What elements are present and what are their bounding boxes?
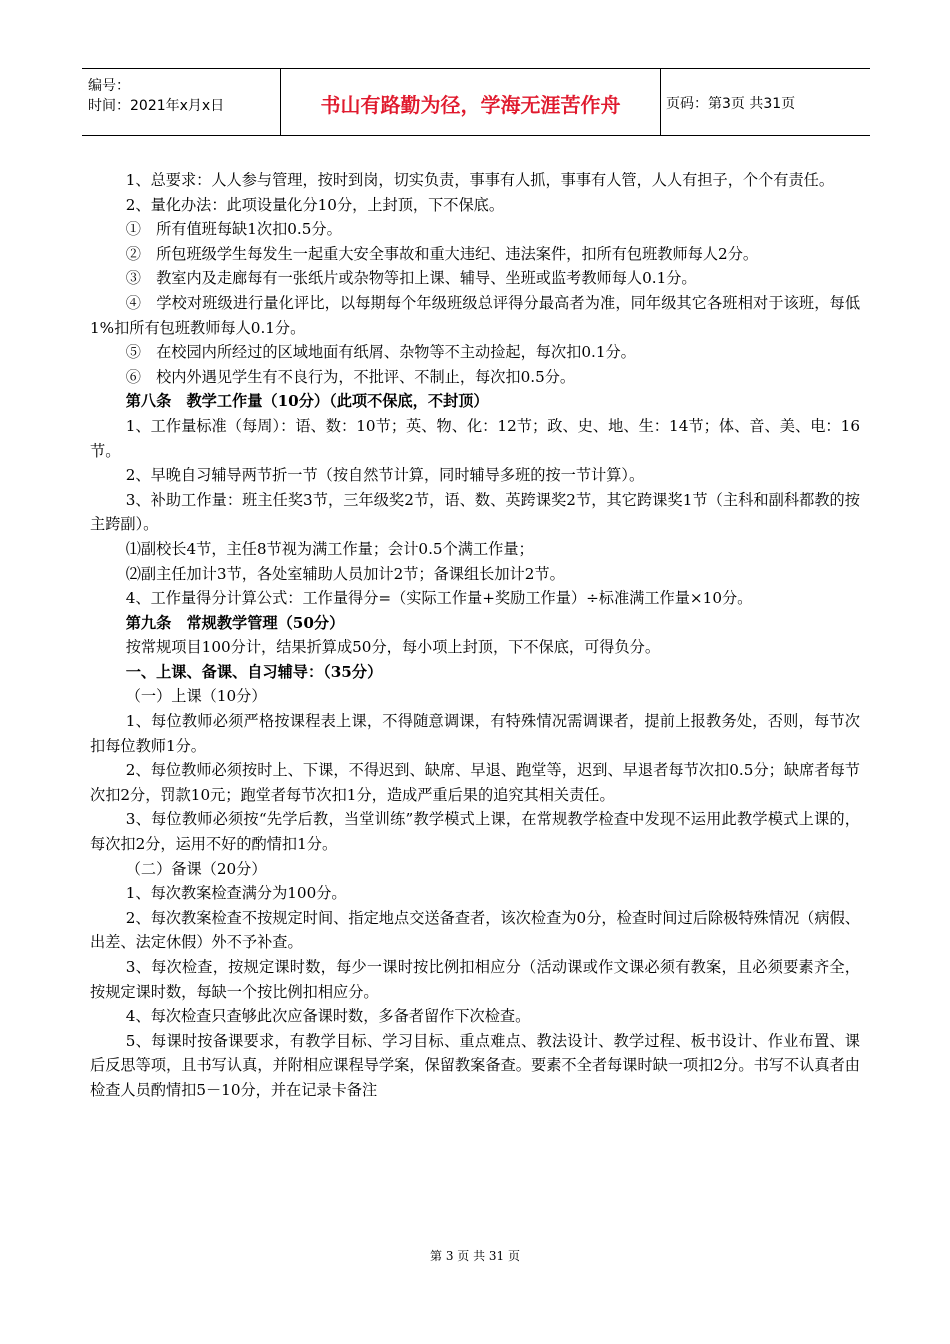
paragraph-formula: 4、工作量得分计算公式：工作量得分=（实际工作量+奖励工作量）÷标准满工作量×10分。 <box>125 589 753 608</box>
list-item: ⑤ 在校园内所经过的区域地面有纸屑、杂物等不主动捡起，每次扣0.1分。 <box>125 343 636 362</box>
list-item: ② 所包班级学生每发生一起重大安全事故和重大违纪、违法案件，扣所有包班教师每人2分。 <box>125 244 759 263</box>
paragraph: 1、工作量标准（每周）：语、数：10节；英、物、化：12节；政、史、地、生：14节；体、音、美、电：16节。 <box>90 416 860 460</box>
paragraph: 3、补助工作量：班主任奖3节，三年级奖2节，语、数、英跨课奖2节，其它跨课奖1节（主科和副科都教的按主跨副）。 <box>90 490 860 534</box>
paragraph: 2、每次教案检查不按规定时间、指定地点交送备查者，该次检查为0分，检查时间过后除极特殊情况（病假、出差、法定休假）外不予补查。 <box>90 908 860 952</box>
list-item: ⑴副校长4节，主任8节视为满工作量；会计0.5个满工作量； <box>125 539 534 558</box>
paragraph-general-requirement: 1、总要求：人人参与管理，按时到岗，切实负责，事事有人抓，事事有人管，人人有担子，个个有责任。 <box>125 171 835 189</box>
header-page-label: 页码：第3页 共31页 <box>666 96 796 112</box>
paragraph: 2、早晚自习辅导两节折一节（按自然节计算，同时辅导多班的按一节计算）。 <box>125 466 645 485</box>
list-item: ⑵副主任加计3节，各处室辅助人员加计2节；备课组长加计2节。 <box>125 564 565 583</box>
paragraph: 4、每次检查只查够此次应备课时数，多备者留作下次检查。 <box>125 1007 531 1026</box>
list-item: ① 所有值班每缺1次扣0.5分。 <box>125 220 342 239</box>
header-info-cell <box>82 69 281 135</box>
document-body <box>90 168 860 1103</box>
page-footer: 第 3 页 共 31 页 <box>430 1249 520 1263</box>
page-header <box>82 68 870 136</box>
paragraph-quantification: 2、量化办法：此项设量化分10分，上封顶，下不保底。 <box>125 195 505 214</box>
list-item: ⑥ 校内外遇见学生有不良行为，不批评、不制止，每次扣0.5分。 <box>125 367 576 386</box>
header-motto: 书山有路勤为径，学海无涯苦作舟 <box>320 93 621 117</box>
header-motto-cell <box>281 69 661 135</box>
paragraph: 3、每位教师必须按“先学后教，当堂训练”教学模式上课，在常规教学检查中发现不运用此教学模式上课的，每次扣2分，运用不好的酌情扣1分。 <box>90 810 860 854</box>
subsection-heading-class: （一）上课（10分） <box>125 687 267 706</box>
paragraph: 1、每次教案检查满分为100分。 <box>125 884 347 903</box>
section-heading-article-9: 第九条 常规教学管理（50分） <box>125 613 345 632</box>
paragraph: 3、每次检查，按规定课时数，每少一课时按比例扣相应分（活动课或作文课必须有教案，且必须要素齐全，按规定课时数，每缺一个按比例扣相应分。 <box>90 958 860 1001</box>
paragraph: 1、每位教师必须严格按课程表上课，不得随意调课，有特殊情况需调课者，提前上报教务处，否则，每节次扣每位教师1分。 <box>90 712 860 755</box>
list-item: ③ 教室内及走廊每有一张纸片或杂物等扣上课、辅导、坐班或监考教师每人0.1分。 <box>125 269 697 288</box>
section-heading-article-8: 第八条 教学工作量（10分）（此项不保底，不封顶） <box>125 392 489 411</box>
paragraph: 5、每课时按备课要求，有教学目标、学习目标、重点难点、教法设计、教学过程、板书设计、作业布置、课后反思等项，且书写认真，并附相应课程导学案，保留教案备查。要素不全者每课时缺一项扣2分。书写不认真者由检查人员酌情扣5－10分，并在记录卡备注 <box>90 1031 860 1099</box>
paragraph: 2、每位教师必须按时上、下课，不得迟到、缺席、早退、跑堂等，迟到、早退者每节次扣0.5分；缺席者每节次扣2分，罚款10元；跑堂者每节次扣1分，造成严重后果的追究其相关责任。 <box>90 761 860 804</box>
document-number-label: 编号： <box>88 78 130 94</box>
document-date-label: 时间：2021年x月x日 <box>88 98 225 114</box>
subsection-heading: 一、上课、备课、自习辅导：（35分） <box>125 662 383 681</box>
paragraph: 按常规项目100分计，结果折算成50分，每小项上封顶，下不保底，可得负分。 <box>125 638 661 657</box>
list-item: ④ 学校对班级进行量化评比，以每期每个年级班级总评得分最高者为准，同年级其它各班相对于该班，每低1%扣所有包班教师每人0.1分。 <box>90 293 860 337</box>
subsection-heading-lesson-prep: （二）备课（20分） <box>125 859 267 878</box>
